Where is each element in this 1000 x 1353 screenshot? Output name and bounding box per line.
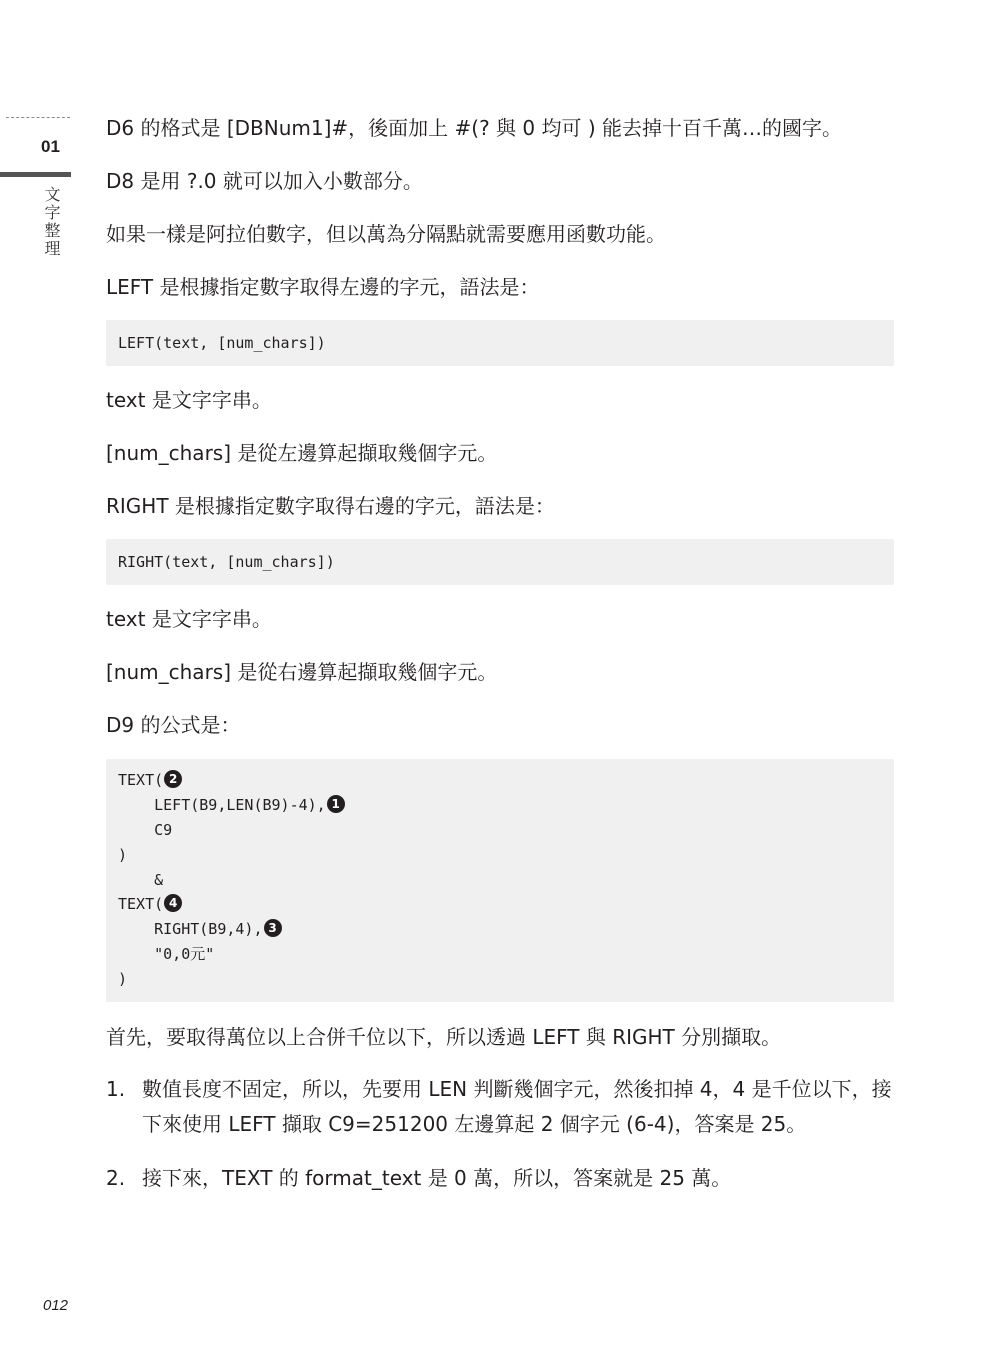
code-line: "0,0元" — [118, 945, 215, 963]
code-line — [118, 918, 282, 940]
paragraph-text-arg-left: text 是文字字串。 — [106, 388, 272, 412]
code-line: RIGHT(text, [num_chars]) — [118, 553, 335, 571]
paragraph-num-chars-right: [num_chars] 是從右邊算起擷取幾個字元。 — [106, 660, 498, 684]
code-line — [118, 794, 345, 816]
code-line — [118, 893, 182, 915]
list-text: 數值長度不固定，所以，先要用 LEN 判斷幾個字元，然後扣掉 4，4 是千位以下，接下來使用 LEFT 擷取 C9=251200 左邊算起 2 個字元 (6-4)，答案是 25。 — [142, 1077, 892, 1136]
code-line — [118, 769, 182, 791]
code-text: TEXT( — [118, 895, 164, 913]
code-line: C9 — [118, 821, 173, 839]
chapter-number: 01 — [41, 137, 60, 156]
code-block-d9-formula — [106, 759, 894, 1002]
paragraph-d9-formula-intro: D9 的公式是： — [106, 713, 241, 737]
paragraph-summary: 首先，要取得萬位以上合併千位以下，所以透過 LEFT 與 RIGHT 分別擷取。 — [106, 1025, 782, 1049]
sidebar-dashed-divider — [6, 117, 70, 118]
list-item — [106, 1161, 894, 1196]
code-text: TEXT( — [118, 771, 164, 789]
code-block-left-syntax — [106, 320, 894, 366]
code-line: LEFT(text, [num_chars]) — [118, 334, 326, 352]
paragraph-dbnum-format: D6 的格式是 [DBNum1]#，後面加上 #(? 與 0 均可 ) 能去掉十百千萬…的國字。 — [106, 116, 843, 140]
code-text: RIGHT(B9,4), — [118, 920, 263, 938]
list-marker: 2. — [106, 1166, 126, 1190]
list-marker: 1. — [106, 1077, 126, 1101]
list-item — [106, 1072, 894, 1142]
chapter-title: 文字整理 — [42, 186, 61, 258]
paragraph-decimal: D8 是用 ?.0 就可以加入小數部分。 — [106, 169, 423, 193]
step-3-badge: 3 — [264, 919, 282, 937]
paragraph-left-intro: LEFT 是根據指定數字取得左邊的字元，語法是： — [106, 275, 540, 299]
code-block-right-syntax — [106, 539, 894, 585]
code-line: ) — [118, 846, 128, 864]
paragraph-text-arg-right: text 是文字字串。 — [106, 607, 272, 631]
step-2-badge: 2 — [164, 770, 182, 788]
code-line: & — [118, 871, 164, 889]
page-number: 012 — [43, 1297, 69, 1314]
paragraph-num-chars-left: [num_chars] 是從左邊算起擷取幾個字元。 — [106, 441, 498, 465]
sidebar-solid-bar — [0, 172, 71, 177]
step-4-badge: 4 — [164, 894, 182, 912]
code-line: ) — [118, 970, 128, 988]
list-text: 接下來，TEXT 的 format_text 是 0 萬，所以，答案就是 25 萬。 — [142, 1166, 732, 1190]
step-1-badge: 1 — [327, 795, 345, 813]
paragraph-wan-separator: 如果一樣是阿拉伯數字，但以萬為分隔點就需要應用函數功能。 — [106, 222, 666, 246]
code-text: LEFT(B9,LEN(B9)-4), — [118, 796, 326, 814]
paragraph-right-intro: RIGHT 是根據指定數字取得右邊的字元，語法是： — [106, 494, 555, 518]
